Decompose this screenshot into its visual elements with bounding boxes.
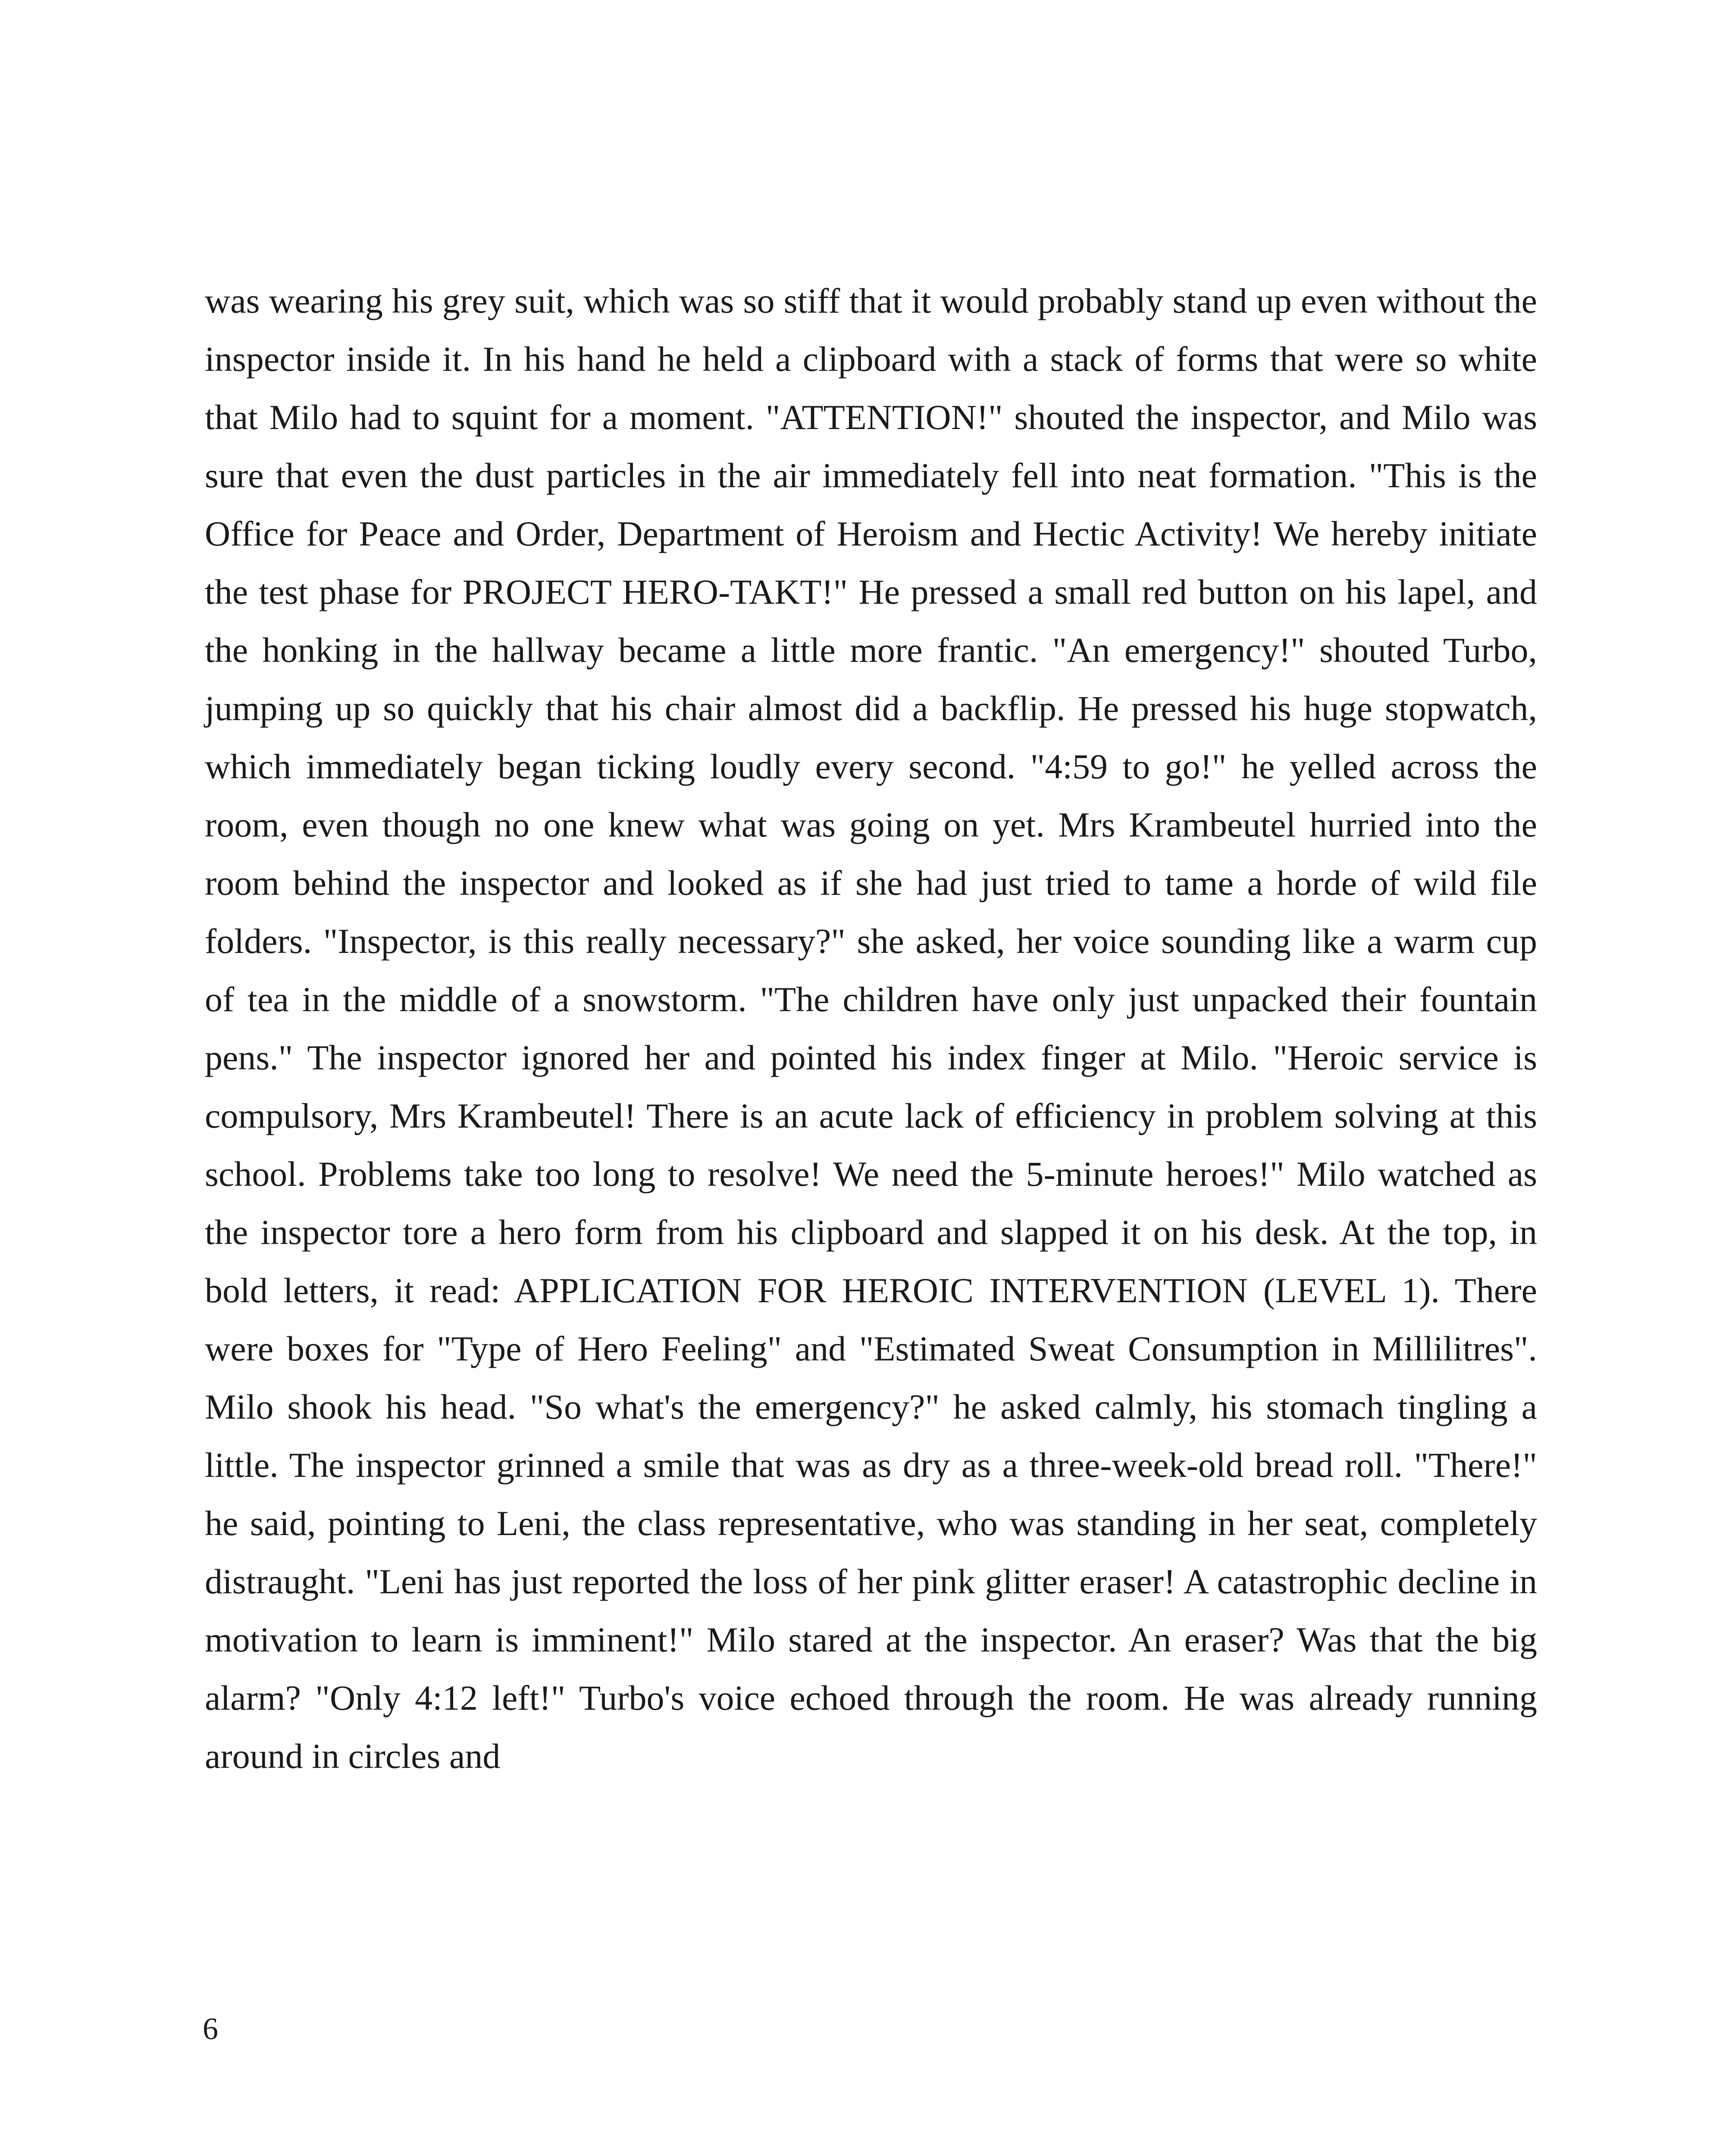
- body-paragraph: was wearing his grey suit, which was so stiff that it would probably stand up even without the inspector inside it. In his hand he held a clipboard with a stack of forms that were so white that Milo had to squint for a moment. "ATTENTION!" shouted the inspector, and Milo was sure that even the dust particles in the air immediately fell into neat formation. "This is the Office for Peace and Order, Department of Heroism and Hectic Activity! We hereby initiate the test phase for PROJECT HERO-TAKT!" He pressed a small red button on his lapel, and the honking in the hallway became a little more frantic. "An emergency!" shouted Turbo, jumping up so quickly that his chair almost did a backflip. He pressed his huge stopwatch, which immediately began ticking loudly every second. "4:59 to go!" he yelled across the room, even though no one knew what was going on yet. Mrs Krambeutel hurried into the room behind the inspector and looked as if she had just tried to tame a horde of wild file folders. "Inspector, is this really necessary?" she asked, her voice sounding like a warm cup of tea in the middle of a snowstorm. "The children have only just unpacked their fountain pens." The inspector ignored her and pointed his index finger at Milo. "Heroic service is compulsory, Mrs Krambeutel! There is an acute lack of efficiency in problem solving at this school. Problems take too long to resolve! We need the 5-minute heroes!" Milo watched as the inspector tore a hero form from his clipboard and slapped it on his desk. At the top, in bold letters, it read: APPLICATION FOR HEROIC INTERVENTION (LEVEL 1). There were boxes for "Type of Hero Feeling" and "Estimated Sweat Consumption in Millilitres". Milo shook his head. "So what's the emergency?" he asked calmly, his stomach tingling a little. The inspector grinned a smile that was as dry as a three-week-old bread roll. "There!" he said, pointing to Leni, the class representative, who was standing in her seat, completely distraught. "Leni has just reported the loss of her pink glitter eraser! A catastrophic decline in motivation to learn is imminent!" Milo stared at the inspector. An eraser? Was that the big alarm? "Only 4:12 left!" Turbo's voice echoed through the room. He was already running around in circles and: [205, 281, 1537, 1776]
- page-number: 6: [203, 2012, 218, 2046]
